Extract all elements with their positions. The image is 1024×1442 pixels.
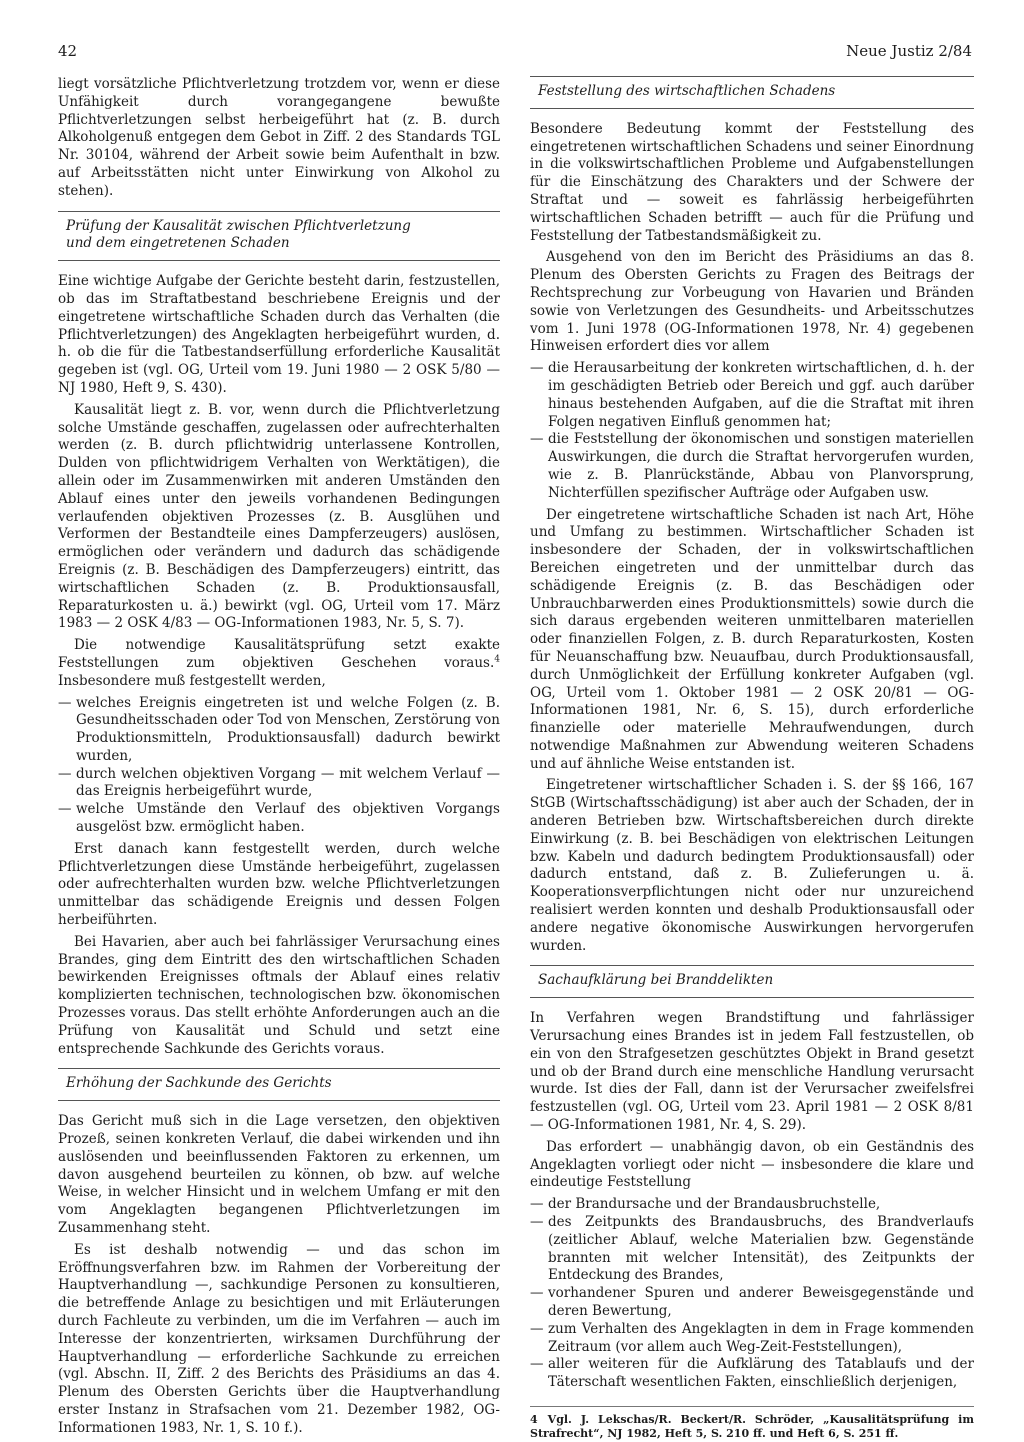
footnote [530,1406,974,1441]
footnote-reference: 4 [494,654,500,665]
list-item: — vorhandener Spuren und anderer Beweisgegenstände und deren Bewertung, [530,1285,974,1321]
page-number: 42 [58,42,78,60]
paragraph: Der eingetretene wirtschaftliche Schaden ist nach Art, Höhe und Umfang zu bestimmen. Wirtschaftlicher Schaden ist insbesondere der Schaden, der in volkswirtschaftlichen Bereichen eingetreten und der unmittelbar durch das schädigende Ereignis (z. B. das Beschädigen oder Unbrauchbarwerden eines Produktionsmittels) sowie durch die sich daraus ergebenden weiteren unmittelbaren materiellen oder finanziellen Folgen, z. B. durch Reparaturkosten, Kosten für Neuanschaffung bzw. Neuaufbau, durch Produktionsausfall, durch Unmöglichkeit der Erfüllung konkreter Aufgaben (vgl. OG, Urteil vom 1. Oktober 1981 — 2 OSK 20/81 — OG-Informationen 1981, Nr. 6, S. 15), durch erforderliche finanzielle oder materielle Mehraufwendungen, durch notwendige Maßnahmen zur Abwendung weiteren Schadens und auf ähnliche Weise entstanden ist. [530,506,974,772]
paragraph: Kausalität liegt z. B. vor, wenn durch die Pflichtverletzung solche Umstände geschaffen, zugelassen oder aufrechterhalten werden (z. B. durch pflichtwidrig unterlassene Kontrollen, Dulden von pflichtwidrigem Verhalten von Werktätigen), die allein oder im Zusammenwirken mit anderen Umständen den Ablauf eines unter den jeweils vorhandenen Bedingungen verlaufenden objektiven Prozesses (z. B. Ausglühen und Verformen der Bestandteile eines Dampferzeugers) auslösen, ermöglichen oder verändern und dadurch das schädigende Ereignis (z. B. Beschädigen des Dampferzeugers) eintritt, das wirtschaftlichen Schaden (z. B. Produktionsausfall, Reparaturkosten u. ä.) bewirkt (vgl. OG, Urteil vom 17. März 1983 — 2 OSK 4/83 — OG-Informationen 1983, Nr. 5, S. 7). [58,401,500,632]
paragraph-text: Die notwendige Kausalitätsprüfung setzt exakte Feststellungen zum objektiven Geschehen voraus. [58,637,500,671]
dash-list [530,1196,974,1392]
section-heading-damage [530,76,974,109]
paragraph: Das erfordert — unabhängig davon, ob ein Geständnis des Angeklagten vorliegt oder nicht — insbesondere die klare und eindeutige Feststellung [530,1138,974,1191]
paragraph: In Verfahren wegen Brandstiftung und fahrlässiger Verursachung eines Brandes ist in jedem Fall festzustellen, ob ein von den Strafgesetzen geschütztes Objekt in Brand gesetzt und ob der Brand durch eine menschliche Handlung verursacht wurde. Ist dies der Fall, dann ist der Verursacher zweifelsfrei festzustellen (vgl. OG, Urteil vom 23. April 1981 — 2 OSK 8/81 — OG-Informationen 1981, Nr. 4, S. 29). [530,1010,974,1134]
paragraph: Ausgehend von den im Bericht des Präsidiums an das 8. Plenum des Obersten Gerichts zu Fragen des Beitrags der Rechtsprechung zur Vorbeugung von Havarien und Bränden sowie von Verletzungen des Gesundheits- und Arbeitsschutzes vom 1. Juni 1978 (OG-Informationen 1978, Nr. 4) gegebenen Hinweisen erfordert dies vor allem [530,249,974,355]
paragraph: Es ist deshalb notwendig — und das schon im Eröffnungsverfahren bzw. im Rahmen der Vorbereitung der Hauptverhandlung —, sachkundige Personen zu konsultieren, die betreffende Anlage zu besichtigen und mit Erläuterungen durch Fachleute zu verbinden, um die im Verfahren — auch im Interesse der konzentrierten, wirksamen Durchführung der Hauptverhandlung — erforderliche Sachkunde zu erreichen (vgl. Abschn. II, Ziff. 2 des Berichts des Präsidiums an das 4. Plenum des Obersten Gerichts über die Hauptverhandlung erster Instanz in Strafsachen vom 21. Dezember 1982, OG-Informationen 1983, Nr. 1, S. 10 f.). [58,1241,500,1436]
footnote-text: Vgl. J. Lekschas/R. Beckert/R. Schröder, „Kausalitätsprüfung im Strafrecht“, NJ 1982, Heft 5, S. 210 ff. und Heft 6, S. 251 ff. [530,1412,974,1440]
section-heading-line: Erhöhung der Sachkunde des Gerichts [66,1075,332,1092]
list-item: — durch welchen objektiven Vorgang — mit welchem Verlauf — das Ereignis herbeigeführt wurde, [58,766,500,802]
list-item: — der Brandursache und der Brandausbruchstelle, [530,1196,974,1214]
paragraph: Erst danach kann festgestellt werden, durch welche Pflichtverletzungen diese Umstände herbeigeführt, zugelassen oder aufrechterhalten wurden bzw. welche Pflichtverletzungen unmittelbar das schädigende Ereignis und dessen Folgen herbeiführten. [58,840,500,929]
list-item: — zum Verhalten des Angeklagten in dem in Frage kommenden Zeitraum (vor allem auch Weg-Zeit-Feststellungen), [530,1321,974,1357]
left-column [58,76,500,1442]
list-item: — des Zeitpunkts des Brandausbruchs, des Brandverlaufs (zeitlicher Ablauf, welche Materialien bzw. Gegenstände brannten mit welcher Intensität), des Zeitpunkts der Entdeckung des Brandes, [530,1214,974,1285]
footnote-number: 4 [530,1412,538,1426]
list-item: — welches Ereignis eingetreten ist und welche Folgen (z. B. Gesundheitsschaden oder Tod von Menschen, Zerstörung von Produktionsmitteln, Produktionsausfall) dadurch bewirkt wurden, [58,695,500,766]
right-column [530,76,974,1441]
journal-running-head: Neue Justiz 2/84 [846,42,972,60]
section-heading-line: Prüfung der Kausalität zwischen Pflichtverletzung [66,217,411,234]
section-heading-fire [530,965,974,998]
paragraph-text: Insbesondere muß festgestellt werden, [58,672,326,689]
list-item: — die Herausarbeitung der konkreten wirtschaftlichen, d. h. der im geschädigten Betrieb oder Bereich und ggf. auch darüber hinaus bestehenden Aufgaben, auf die die Straftat mit ihren Folgen negativen Einfluß genommen hat; [530,360,974,431]
paragraph: Besondere Bedeutung kommt der Feststellung des eingetretenen wirtschaftlichen Schadens und seiner Einordnung in die volkswirtschaftlichen Probleme und Aufgabenstellungen für die Einschätzung des Charakters und der Schwere der Straftat und — soweit es fahrlässig herbeigeführten wirtschaftlichen Schaden betrifft — auch für die Prüfung und Feststellung der Tatbestandsmäßigkeit zu. [530,120,974,244]
intro-paragraph: liegt vorsätzliche Pflichtverletzung trotzdem vor, wenn er diese Unfähigkeit durch vorangegangene bewußte Pflichtverletzungen selbst herbeigeführt hat (z. B. durch Alkoholgenuß entgegen dem Gebot in Ziff. 2 des Standards TGL Nr. 30104, während der Arbeit sowie beim Aufenthalt in bzw. auf Arbeitsstätten nicht unter Einwirkung von Alkohol zu stehen). [58,76,500,199]
section-heading-causality [58,211,500,262]
paragraph: Das Gericht muß sich in die Lage versetzen, den objektiven Prozeß, seinen konkreten Verlauf, die dabei wirkenden und ihn auslösenden und beeinflussenden Faktoren zu erkennen, um davon ausgehend beurteilen zu können, ob bzw. auf welche Weise, in welcher Hinsicht und in welchem Umfang er mit den vom Angeklagten begangenen Pflichtverletzungen im Zusammenhang steht. [58,1113,500,1237]
list-item: — die Feststellung der ökonomischen und sonstigen materiellen Auswirkungen, die durch die Straftat hervorgerufen wurden, wie z. B. Planrückstände, Abbau von Planvorsprung, Nichterfüllen spezifischer Aufträge oder Aufgaben usw. [530,431,974,502]
section-heading-expertise [58,1068,500,1101]
dash-list [530,360,974,502]
paragraph: Eingetretener wirtschaftlicher Schaden i. S. der §§ 166, 167 StGB (Wirtschaftsschädigung) ist aber auch der Schaden, der in anderen Betrieben bzw. Wirtschaftsbereichen durch direkte Einwirkung (z. B. bei Beschädigen von elektrischen Leitungen bzw. Kabeln und dadurch bedingtem Produktionsausfall) oder dadurch entstand, daß z. B. Zulieferungen u. ä. Kooperationsverpflichtungen nicht oder nur unzureichend realisiert werden konnten und deshalb Produktionsausfall oder andere negative ökonomische Auswirkungen hervorgerufen wurden. [530,777,974,954]
paragraph: Eine wichtige Aufgabe der Gerichte besteht darin, festzustellen, ob das im Straftatbestand beschriebene Ereignis und der eingetretene wirtschaftliche Schaden durch das Verhalten (die Pflichtverletzungen) des Angeklagten herbeigeführt wurden, d. h. ob die für die Tatbestandserfüllung erforderliche Kausalität gegeben ist (vgl. OG, Urteil vom 19. Juni 1980 — 2 OSK 5/80 — NJ 1980, Heft 9, S. 430). [58,273,500,396]
list-item: — welche Umstände den Verlauf des objektiven Vorgangs ausgelöst bzw. ermöglicht haben. [58,801,500,837]
section-heading-line: und dem eingetretenen Schaden [66,235,290,252]
section-heading-line: Feststellung des wirtschaftlichen Schadens [538,83,836,99]
section-heading-line: Sachaufklärung bei Branddelikten [538,972,774,989]
paragraph: Bei Havarien, aber auch bei fahrlässiger Verursachung eines Brandes, ging dem Eintritt des den wirtschaftlichen Schaden bewirkenden Ereignisses oftmals der Ablauf eines relativ komplizierten technischen, technologischen bzw. ökonomischen Prozesses voraus. Das stellt erhöhte Anforderungen auch an die Prüfung von Kausalität und Schuld und setzt eine entsprechende Sachkunde des Gerichts voraus. [58,933,500,1057]
dash-list [58,695,500,837]
paragraph-with-footnote-ref [58,637,500,690]
list-item: — aller weiteren für die Aufklärung des Tatablaufs und der Täterschaft wesentlichen Fakten, einschließlich derjenigen, [530,1356,974,1392]
